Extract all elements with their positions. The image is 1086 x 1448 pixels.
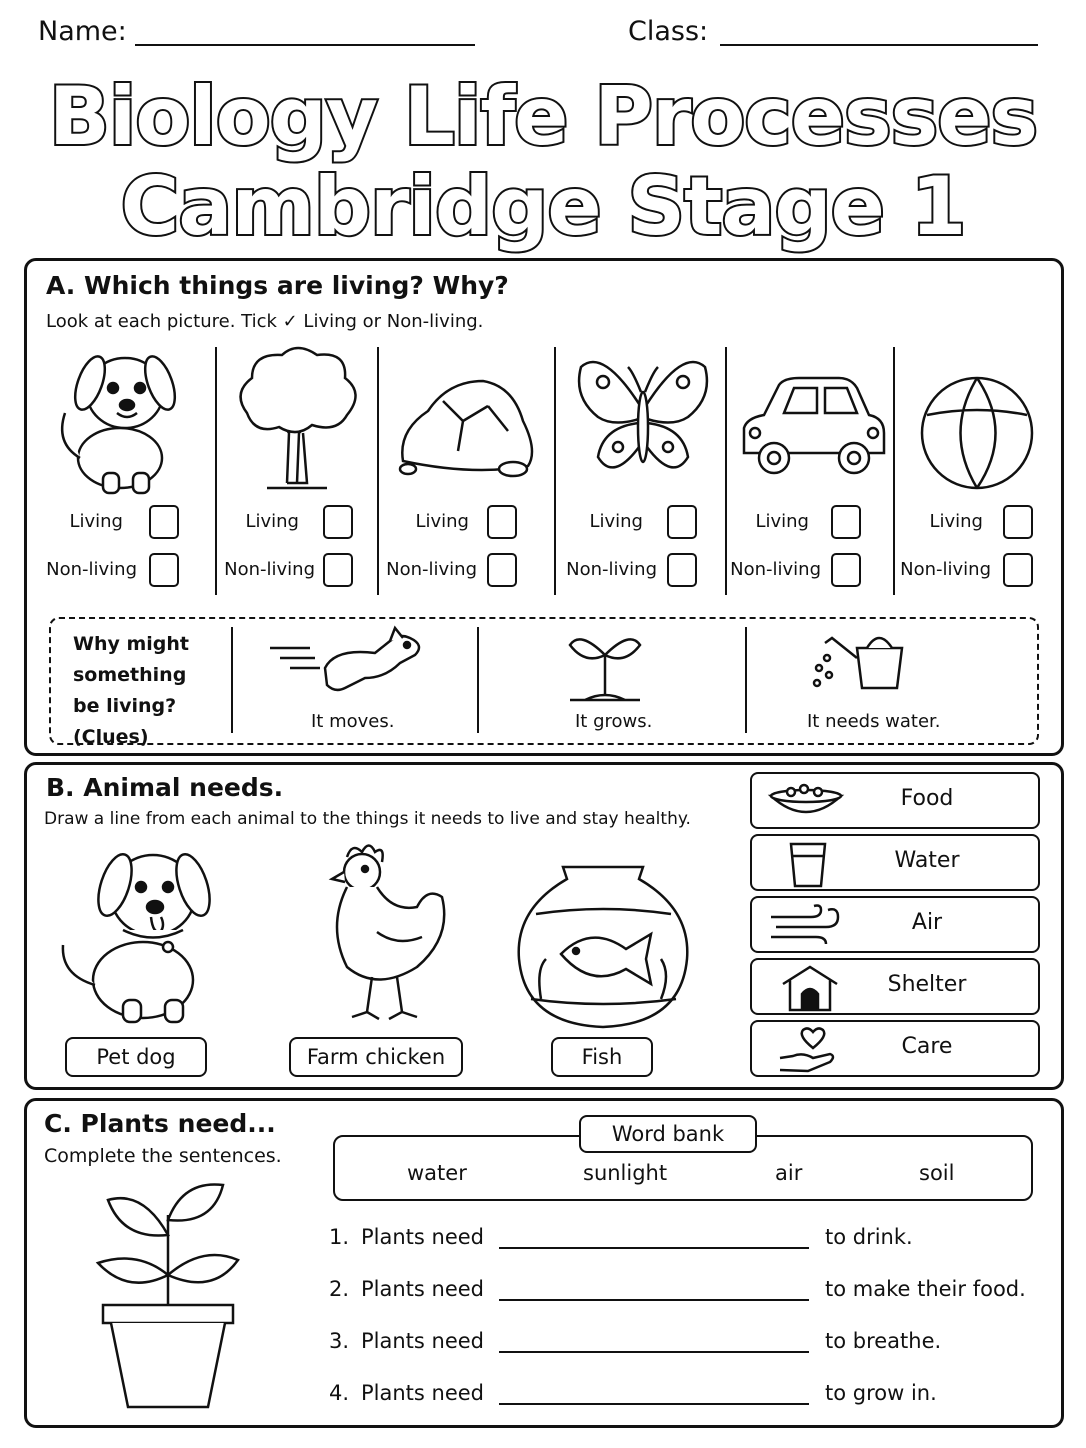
page-title-line1: Biology Life Processes: [48, 70, 1038, 163]
running-dog-icon: [265, 623, 435, 707]
nonliving-checkbox[interactable]: [487, 553, 517, 587]
living-label: Living: [755, 511, 809, 532]
animal-label: Fish: [551, 1037, 653, 1077]
divider: [477, 627, 479, 733]
living-label: Living: [589, 511, 643, 532]
page-title-line2: Cambridge Stage 1: [120, 160, 966, 253]
answer-blank[interactable]: [499, 1299, 809, 1301]
chicken-icon: [307, 837, 457, 1031]
nonliving-checkbox[interactable]: [831, 553, 861, 587]
divider: [893, 347, 895, 595]
word-bank-word: water: [407, 1161, 467, 1185]
nonliving-label: Non-living: [46, 559, 137, 580]
dog-icon: [45, 343, 185, 497]
answer-blank[interactable]: [499, 1351, 809, 1353]
nonliving-label: Non-living: [224, 559, 315, 580]
watering-can-icon: [807, 623, 917, 707]
fishbowl-icon: [511, 859, 695, 1035]
potted-plant-icon: [93, 1175, 243, 1415]
animal-label: Pet dog: [65, 1037, 207, 1077]
living-checkbox[interactable]: [323, 505, 353, 539]
sprout-icon: [565, 625, 645, 709]
wind-icon: [766, 902, 846, 952]
name-label: Name:: [38, 16, 127, 47]
divider: [377, 347, 379, 595]
dog-icon: [53, 835, 223, 1029]
living-checkbox[interactable]: [1003, 505, 1033, 539]
answer-blank[interactable]: [499, 1403, 809, 1405]
word-bank-word: air: [775, 1161, 803, 1185]
living-label: Living: [69, 511, 123, 532]
answer-blank[interactable]: [499, 1247, 809, 1249]
need-air-box[interactable]: [750, 896, 1040, 953]
divider: [554, 347, 556, 595]
divider: [215, 347, 217, 595]
section-c-instruction: Complete the sentences.: [44, 1145, 282, 1167]
name-field[interactable]: [135, 44, 475, 46]
word-bank-title: Word bank: [579, 1115, 757, 1153]
nonliving-checkbox[interactable]: [149, 553, 179, 587]
sentence-number: 1.: [329, 1225, 350, 1249]
need-label: Water: [894, 848, 960, 873]
glass-icon: [786, 840, 830, 892]
need-label: Food: [900, 786, 954, 811]
clues-box: [49, 617, 1039, 748]
car-icon: [739, 373, 889, 487]
living-label: Living: [245, 511, 299, 532]
living-checkbox[interactable]: [831, 505, 861, 539]
nonliving-checkbox[interactable]: [667, 553, 697, 587]
class-field[interactable]: [720, 44, 1038, 46]
nonliving-label: Non-living: [900, 559, 991, 580]
class-label: Class:: [628, 16, 709, 47]
ball-icon: [919, 375, 1035, 495]
need-water-box[interactable]: [750, 834, 1040, 891]
clue-grows-text: It grows.: [575, 711, 653, 732]
rock-icon: [393, 371, 543, 485]
sentence-start: Plants need: [361, 1329, 485, 1353]
sentence-number: 4.: [329, 1381, 350, 1405]
need-label: Care: [901, 1034, 953, 1059]
living-label: Living: [929, 511, 983, 532]
section-c-title: C. Plants need...: [44, 1109, 276, 1138]
sentence-start: Plants need: [361, 1381, 485, 1405]
food-bowl-icon: [766, 778, 846, 828]
sentence-end: to grow in.: [825, 1381, 937, 1405]
nonliving-label: Non-living: [566, 559, 657, 580]
clue-moves-text: It moves.: [311, 711, 395, 732]
doghouse-icon: [780, 964, 840, 1016]
living-label: Living: [415, 511, 469, 532]
section-b-title: B. Animal needs.: [46, 773, 284, 802]
butterfly-icon: [573, 347, 713, 491]
divider: [725, 347, 727, 595]
need-label: Air: [911, 910, 943, 935]
clues-title: Why might something be living? (Clues): [73, 633, 190, 748]
word-bank-word: sunlight: [583, 1161, 668, 1185]
nonliving-label: Non-living: [730, 559, 821, 580]
nonliving-checkbox[interactable]: [1003, 553, 1033, 587]
sentence-end: to drink.: [825, 1225, 913, 1249]
sentence-start: Plants need: [361, 1225, 485, 1249]
divider: [231, 627, 233, 733]
word-bank-word: soil: [919, 1161, 955, 1185]
section-a-instruction: Look at each picture. Tick ✓ Living or Non-living.: [46, 311, 484, 332]
need-food-box[interactable]: [750, 772, 1040, 829]
heart-hand-icon: [778, 1026, 838, 1078]
nonliving-label: Non-living: [386, 559, 477, 580]
living-checkbox[interactable]: [149, 505, 179, 539]
tree-icon: [227, 343, 367, 497]
divider: [745, 627, 747, 733]
sentence-end: to breathe.: [825, 1329, 942, 1353]
living-checkbox[interactable]: [487, 505, 517, 539]
sentence-start: Plants need: [361, 1277, 485, 1301]
sentence-end: to make their food.: [825, 1277, 1026, 1301]
need-label: Shelter: [887, 972, 967, 997]
section-b-instruction: Draw a line from each animal to the things it needs to live and stay healthy.: [44, 809, 691, 829]
nonliving-checkbox[interactable]: [323, 553, 353, 587]
sentence-number: 3.: [329, 1329, 350, 1353]
living-checkbox[interactable]: [667, 505, 697, 539]
section-a-title: A. Which things are living? Why?: [46, 271, 509, 300]
section-a-panel: [24, 258, 1064, 756]
need-shelter-box[interactable]: [750, 958, 1040, 1015]
need-care-box[interactable]: [750, 1020, 1040, 1077]
clue-water-text: It needs water.: [807, 711, 941, 732]
sentence-number: 2.: [329, 1277, 350, 1301]
animal-label: Farm chicken: [289, 1037, 463, 1077]
section-c-panel: [24, 1098, 1064, 1428]
